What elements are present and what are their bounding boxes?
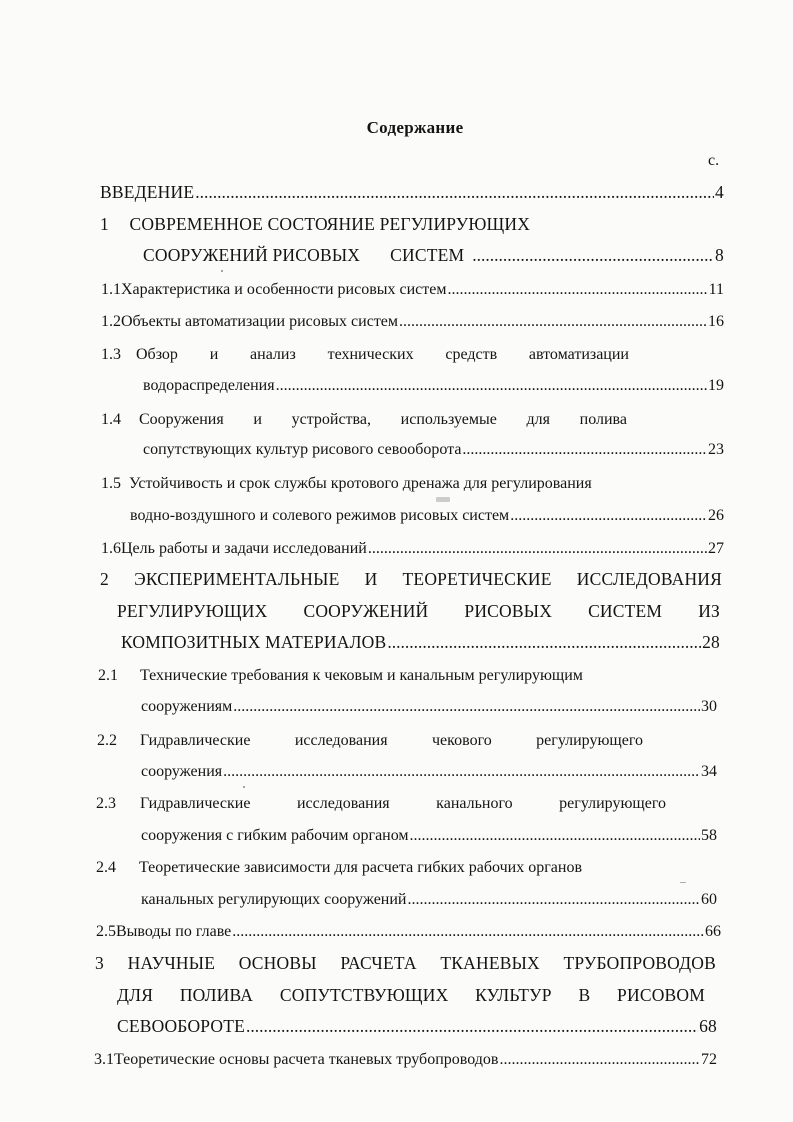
toc-entry-ch3-line1: 3 НАУЧНЫЕ ОСНОВЫ РАСЧЕТА ТКАНЕВЫХ ТРУБОПРОВОДОВ [95,953,716,973]
toc-page-number: 34 [701,763,717,780]
page-title: Содержание [366,118,464,137]
toc-number: 1.6 [101,540,121,557]
toc-leader-dots [499,1050,700,1070]
toc-leader-dots [246,1016,698,1036]
toc-entry-2-1-line1 [98,666,583,686]
toc-entry-ch3-line2: ДЛЯ ПОЛИВА СОПУТСТВУЮЩИХ КУЛЬТУР В РИСОВОМ [117,985,705,1005]
toc-leader-dots [195,182,714,202]
toc-entry-1-4-line2 [143,440,724,460]
toc-entry-1-2 [101,312,724,332]
toc-entry-1-5-line1 [101,474,592,494]
toc-entry-3-1 [94,1050,717,1070]
toc-leader-dots [276,376,707,396]
toc-entry-text: сооружения [141,763,223,780]
toc-number: 2.1 [98,667,118,684]
scan-speck [680,882,686,883]
toc-entry-ch1-line2 [143,245,724,265]
toc-entry-text: сооружениям [141,698,233,715]
toc-entry-2-1-line2 [141,697,717,717]
toc-leader-dots [399,312,707,332]
toc-page-number: 66 [705,923,721,940]
toc-entry-text: Теоретические основы расчета тканевых трубопроводов [114,1051,499,1068]
toc-leader-dots [368,539,707,559]
toc-entry-text: Цель работы и задачи исследований [121,540,367,557]
toc-entry-text: сооружения с гибким рабочим органом [141,827,409,844]
toc-number: 1.2 [101,313,121,330]
toc-page-number: 8 [715,245,724,265]
toc-page-number: 11 [708,281,724,298]
toc-leader-dots [410,826,700,846]
toc-entry-1-4-line1 [101,410,627,430]
toc-entry-text: водораспределения [143,377,275,394]
toc-entry-text: КОМПОЗИТНЫХ МАТЕРИАЛОВ [121,632,387,652]
toc-leader-dots [462,440,707,460]
toc-leader-dots [472,245,714,265]
toc-entry-2-4-line1 [96,858,582,878]
toc-entry-text: Гидравлические исследования канального регулирующего [140,795,666,812]
scan-speck [221,270,223,272]
toc-page-number: 68 [699,1016,717,1036]
toc-entry-text: Теоретические зависимости для расчета гибких рабочих органов [139,859,583,876]
toc-entry-ch2-line3 [121,632,720,652]
toc-entry-text: сопутствующих культур рисового севооборота [143,441,462,458]
toc-entry-text: Выводы по главе [116,923,232,940]
toc-page-number: 27 [708,540,724,557]
toc-leader-dots [232,922,704,942]
toc-entry-2-5 [96,922,721,942]
toc-number: 2.3 [96,795,116,812]
toc-page-number: 4 [715,182,724,202]
toc-page-number: 58 [701,827,717,844]
toc-entry-text: водно-воздушного и солевого режимов рисовых систем [130,507,510,524]
toc-number: 1.3 [101,346,121,363]
toc-entry-2-2-line1 [97,731,643,751]
toc-entry-text: Гидравлические исследования чекового регулирующего [140,732,643,749]
toc-entry-2-2-line2 [141,762,717,782]
toc-number: 1.1 [101,281,121,298]
toc-leader-dots [407,890,700,910]
toc-entry-text: СОВРЕМЕННОЕ СОСТОЯНИЕ РЕГУЛИРУЮЩИХ [129,214,531,234]
toc-number: 2.5 [96,923,116,940]
toc-entry-text: Сооружения и устройства, используемые для полива [139,411,627,428]
toc-number: 1.4 [101,411,121,428]
toc-leader-dots [387,632,701,652]
toc-number: 2.4 [96,859,116,876]
toc-leader-dots [448,280,708,300]
toc-entry-text: Обзор и анализ технических средств автоматизации [136,346,629,363]
toc-entry-1-5-line2 [130,506,724,526]
toc-number: 3.1 [94,1051,114,1068]
toc-entry-1-3-line2 [143,376,724,396]
toc-entry-2-4-line2 [141,890,717,910]
toc-page-number: 16 [708,313,724,330]
toc-entry-text: Объекты автоматизации рисовых систем [121,313,399,330]
toc-entry-text: СЕВООБОРОТЕ [117,1016,246,1036]
toc-entry-text: Технические требования к чековым и канальным регулирующим [140,667,583,684]
toc-page-number: 19 [708,377,724,394]
toc-number: 1.5 [101,475,121,492]
toc-entry-ch2-line1: 2 ЭКСПЕРИМЕНТАЛЬНЫЕ И ТЕОРЕТИЧЕСКИЕ ИССЛЕДОВАНИЯ [100,569,722,589]
toc-entry-2-3-line1 [96,794,666,814]
toc-leader-dots [223,762,700,782]
page-column-label: с. [708,152,720,169]
toc-page-number: 30 [701,698,717,715]
toc-entry-text: канальных регулирующих сооружений [141,891,407,908]
toc-entry-text: ВВЕДЕНИЕ [100,182,195,202]
toc-entry-intro [100,182,724,202]
toc-leader-dots [233,697,700,717]
toc-entry-1-1 [101,280,724,300]
toc-page-number: 23 [708,441,724,458]
toc-leader-dots [510,506,707,526]
toc-entry-ch1-line1 [100,214,530,234]
scan-speck [243,786,245,788]
toc-entry-text: СИСТЕМ [390,245,465,265]
toc-entry-ch3-line3 [117,1016,717,1036]
toc-page-number: 26 [708,507,724,524]
toc-page-number: 28 [702,632,720,652]
toc-number: 1 [100,214,109,234]
toc-page-number: 60 [701,891,717,908]
toc-page-number: 72 [701,1051,717,1068]
toc-entry-text: СООРУЖЕНИЙ РИСОВЫХ [143,245,361,265]
toc-entry-text: Устойчивость и срок службы кротового дренажа для регулирования [129,475,592,492]
toc-entry-2-3-line2 [141,826,717,846]
toc-entry-text: Характеристика и особенности рисовых систем [121,281,447,298]
toc-number: 2.2 [97,732,117,749]
toc-entry-1-6 [101,539,724,559]
scan-speck [436,497,450,502]
toc-entry-1-3-line1 [101,345,629,365]
toc-entry-ch2-line2: РЕГУЛИРУЮЩИХ СООРУЖЕНИЙ РИСОВЫХ СИСТЕМ ИЗ [117,601,720,621]
